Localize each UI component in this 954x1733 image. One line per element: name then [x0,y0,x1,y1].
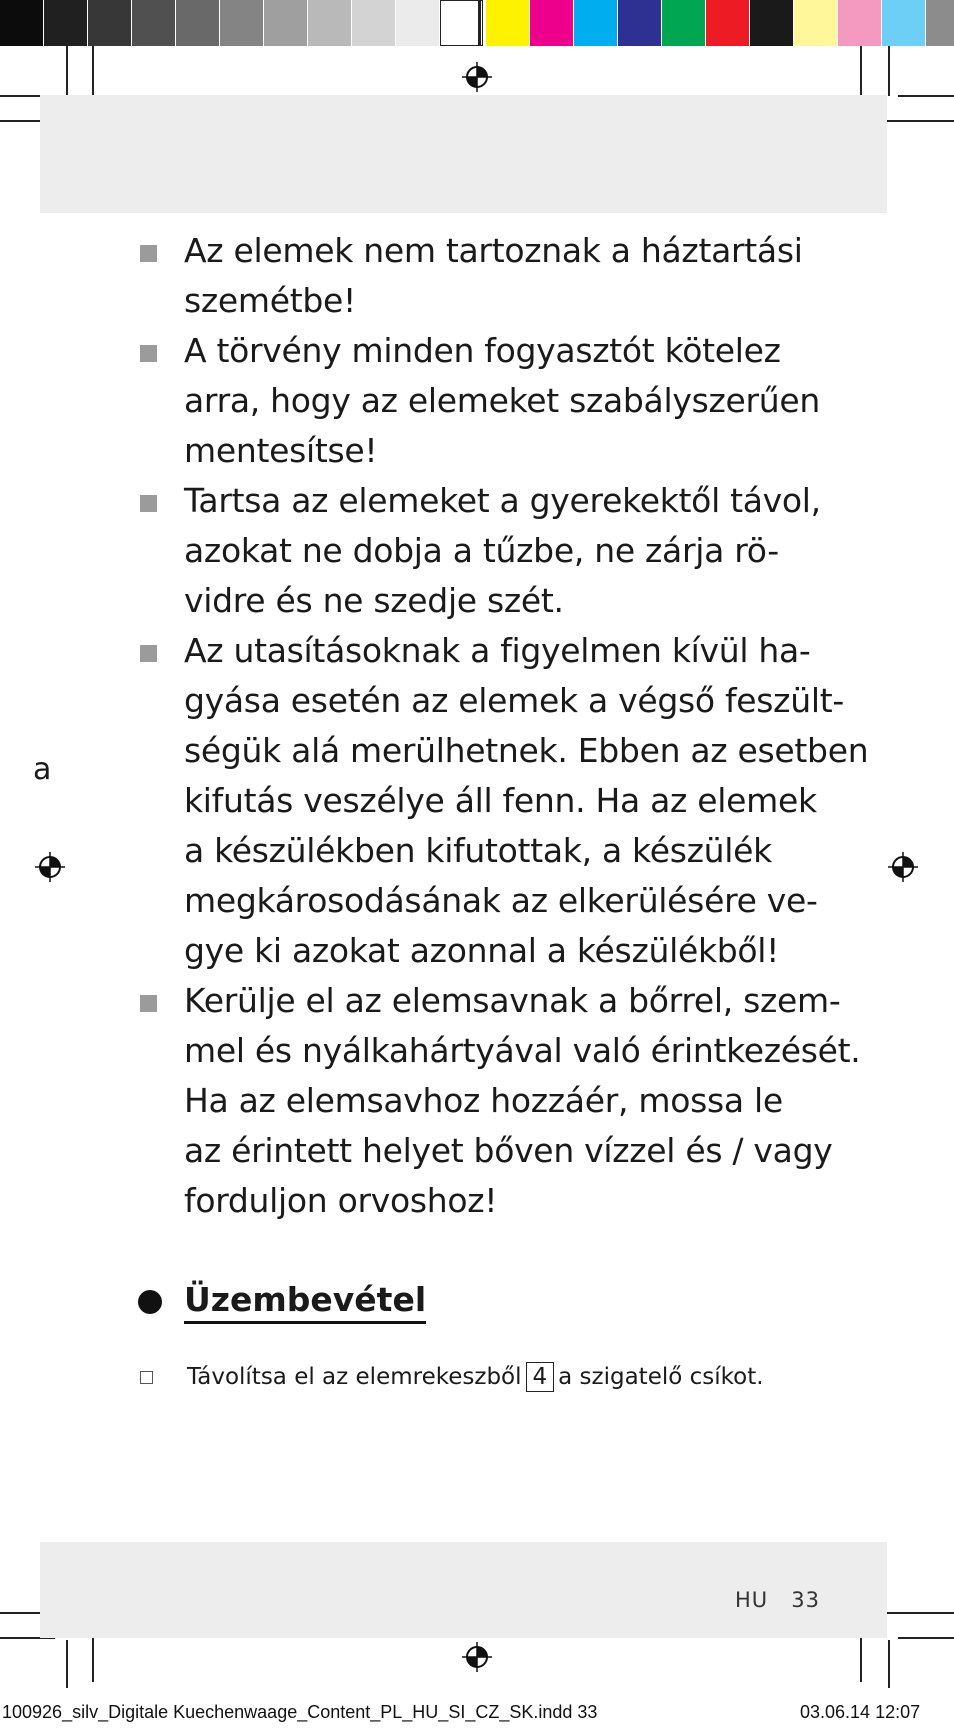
square-bullet-icon [140,645,157,662]
color-swatch [220,0,263,46]
list-item [138,476,838,626]
file-slug: 100926_silv_Digitale Kuechenwaage_Content_PL_HU_SI_CZ_SK.indd 33 [2,1702,598,1722]
square-bullet-icon [140,245,157,262]
step-text-after: a szigatelő csíkot. [558,1364,764,1390]
registration-mark-icon [462,62,492,92]
color-swatch [662,0,705,46]
step-checkbox-icon [140,1371,153,1384]
section-title: Üzembevétel [184,1280,426,1324]
margin-fragment: a [33,752,52,787]
color-swatch [926,0,954,46]
list-item [138,326,838,476]
text-line: arra, hogy az elemeket szabályszerűen [184,381,820,420]
text-line: a készülékben kifutottak, a készülék [184,831,772,870]
text-line: vidre és ne szedje szét. [184,581,564,620]
text-line: Kerülje el az elemsavnak a bőrrel, szem- [184,981,841,1020]
color-swatch [530,0,573,46]
color-swatch [750,0,793,46]
file-date: 03.06.14 12:07 [800,1702,921,1722]
text-line: Az utasításoknak a figyelmen kívül ha- [184,631,811,670]
text-line: Tartsa az elemeket a gyerekektől távol, [184,481,821,520]
color-swatch [264,0,307,46]
swatch-divider [478,0,481,46]
text-line: gyása esetén az elemek a végső feszült- [184,681,844,720]
round-bullet-icon [138,1290,162,1314]
crop-mark [888,1640,890,1688]
text-line: mel és nyálkahártyával való érintkezését. [184,1031,861,1070]
text-line: forduljon orvoshoz! [184,1181,498,1220]
text-line: gye ki azokat azonnal a készülékből! [184,931,780,970]
registration-mark-icon [888,852,918,882]
color-swatch [0,0,43,46]
part-reference-badge: 4 [526,1362,555,1392]
header-band [40,95,887,213]
text-line: ségük alá merülhetnek. Ebben az esetben [184,731,869,770]
color-swatch [838,0,881,46]
color-swatch [618,0,661,46]
color-swatch [706,0,749,46]
color-swatch [882,0,925,46]
footer-language: HU [735,1588,769,1612]
square-bullet-icon [140,495,157,512]
text-line: mentesítse! [184,431,378,470]
crop-mark [92,1632,94,1682]
color-swatch [440,0,483,46]
color-swatch [574,0,617,46]
text-line: A törvény minden fogyasztót kötelez [184,331,781,370]
registration-mark-icon [35,852,65,882]
text-line: szemétbe! [184,281,356,320]
text-line: azokat ne dobja a tűzbe, ne zárja rö- [184,531,779,570]
text-line: megkárosodásának az elkerülésére ve- [184,881,818,920]
crop-mark [860,46,862,102]
crop-mark [92,46,94,102]
list-item [138,226,838,326]
section-heading [138,1280,426,1324]
crop-mark [898,95,954,97]
square-bullet-icon [140,345,157,362]
text-line: Az elemek nem tartoznak a háztartási [184,231,803,270]
color-swatch [794,0,837,46]
text-line: az érintett helyet bőven vízzel és / vagy [184,1131,833,1170]
square-bullet-icon [140,995,157,1012]
list-item [138,626,869,976]
crop-mark [898,1637,954,1639]
instruction-step [138,1362,764,1392]
page-number: 33 [791,1588,820,1612]
crop-mark [66,46,68,96]
registration-mark-icon [462,1642,492,1672]
battery-safety-list [138,226,869,1226]
step-text-before: Távolítsa el az elemrekeszből [187,1364,522,1390]
text-line: kifutás veszélye áll fenn. Ha az elemek [184,781,817,820]
color-swatch [486,0,529,46]
color-swatch [176,0,219,46]
crop-mark [66,1640,68,1688]
crop-mark [888,46,890,96]
list-item [138,976,861,1226]
color-calibration-bar [0,0,954,46]
text-line: Ha az elemsavhoz hozzáér, mossa le [184,1081,783,1120]
color-swatch [396,0,439,46]
page-footer [735,1588,820,1612]
color-swatch [88,0,131,46]
crop-mark [860,1632,862,1682]
crop-mark [878,1612,954,1614]
color-swatch [132,0,175,46]
color-swatch [44,0,87,46]
color-swatch [352,0,395,46]
color-swatch [308,0,351,46]
crop-mark [878,120,954,122]
